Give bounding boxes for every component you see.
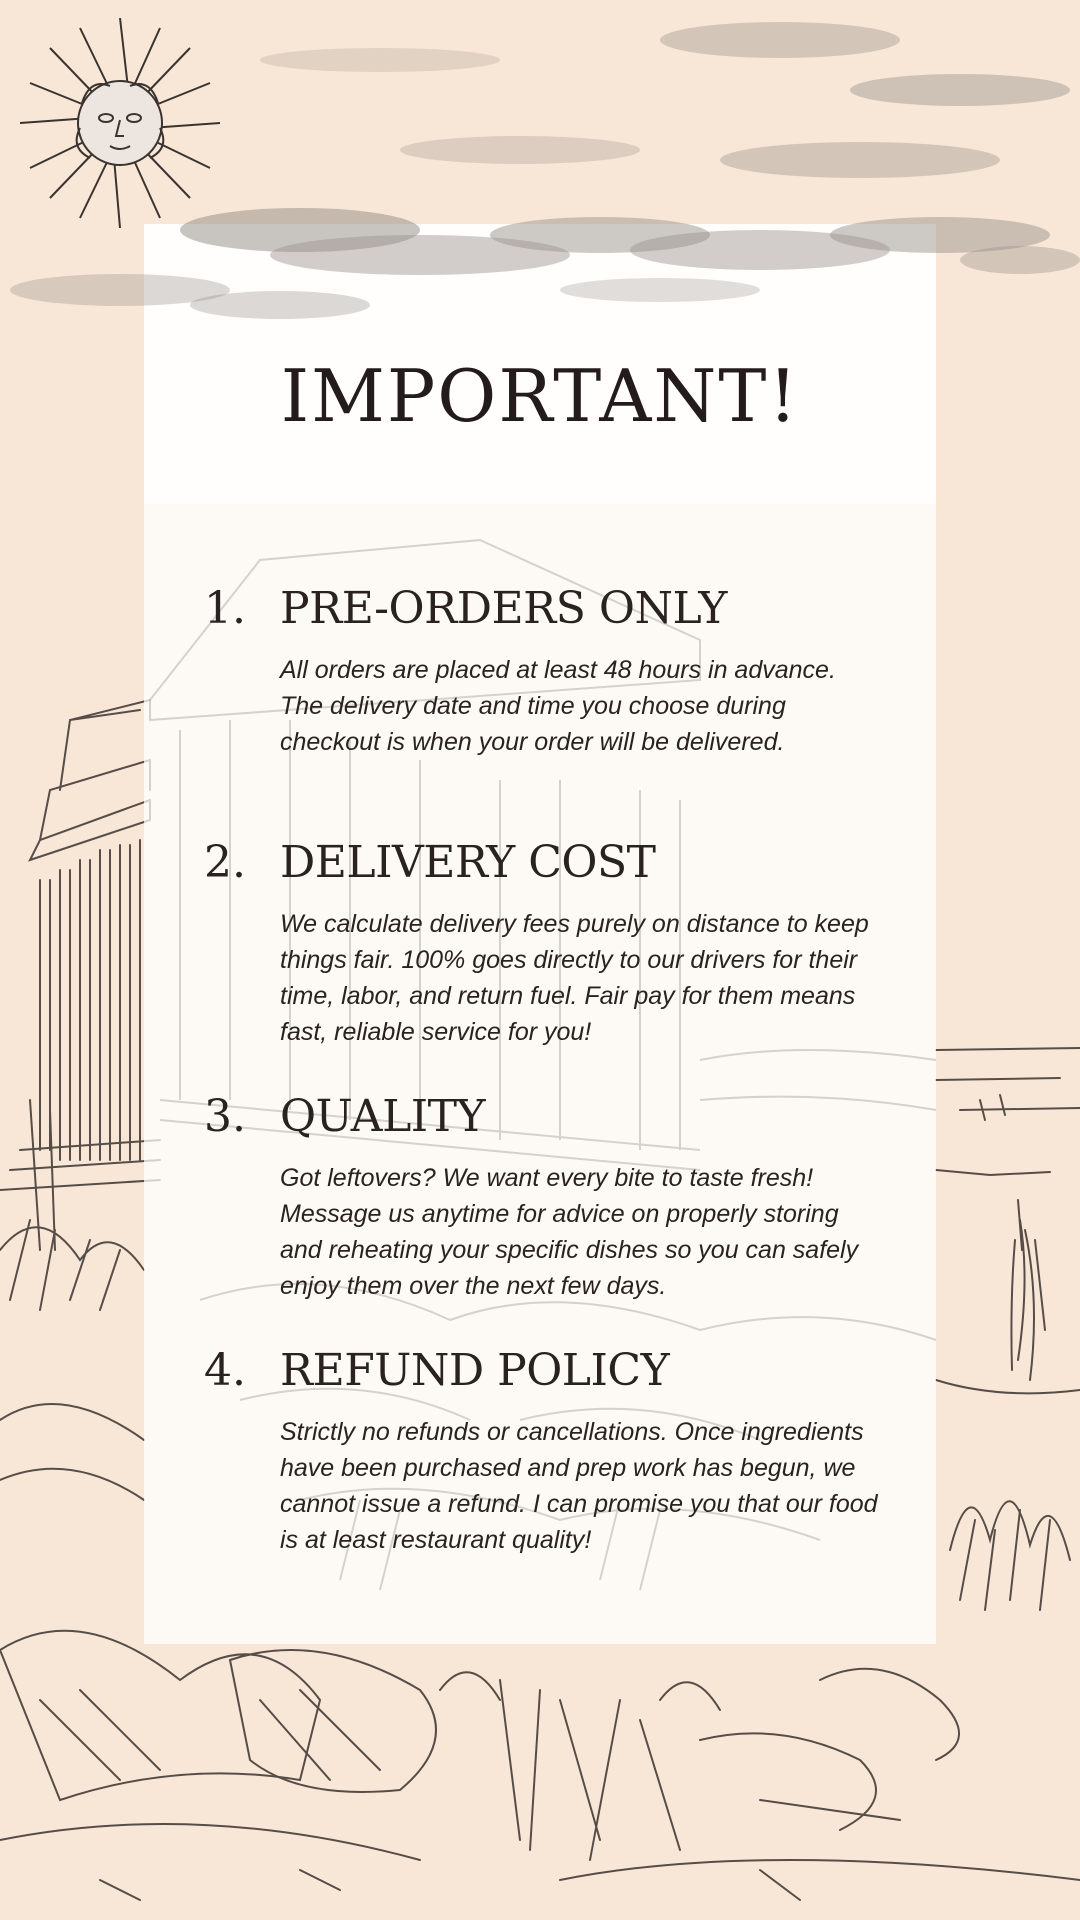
rule-number: 2. <box>204 837 246 888</box>
rule-heading: QUALITY <box>280 1091 486 1142</box>
rule-number: 4. <box>204 1345 246 1396</box>
page-title: IMPORTANT! <box>280 354 800 438</box>
rule-text: Strictly no refunds or cancellations. Once ingredients have been purchased and prep work has begun, we cannot issue a refund. I can promise you that our food is at least restaurant quality! <box>280 1418 878 1554</box>
rule-text: All orders are placed at least 48 hours in advance. The delivery date and time you choose during checkout is when your order will be delivered. <box>280 656 836 756</box>
sun-face-icon <box>20 18 220 228</box>
rule-heading: REFUND POLICY <box>280 1345 670 1396</box>
rule-number: 1. <box>204 583 246 634</box>
rule-number: 3. <box>204 1091 246 1142</box>
rule-heading: PRE-ORDERS ONLY <box>280 583 727 634</box>
rule-heading: DELIVERY COST <box>280 837 656 888</box>
rule-text: Got leftovers? We want every bite to taste fresh! Message us anytime for advice on properly storing and reheating your specific dishes so you can safely enjoy them over the next few days. <box>280 1164 859 1300</box>
rule-text: We calculate delivery fees purely on distance to keep things fair. 100% goes directly to our drivers for their time, labor, and return fuel. Fair pay for them means fast, reliable service for you! <box>280 910 869 1046</box>
